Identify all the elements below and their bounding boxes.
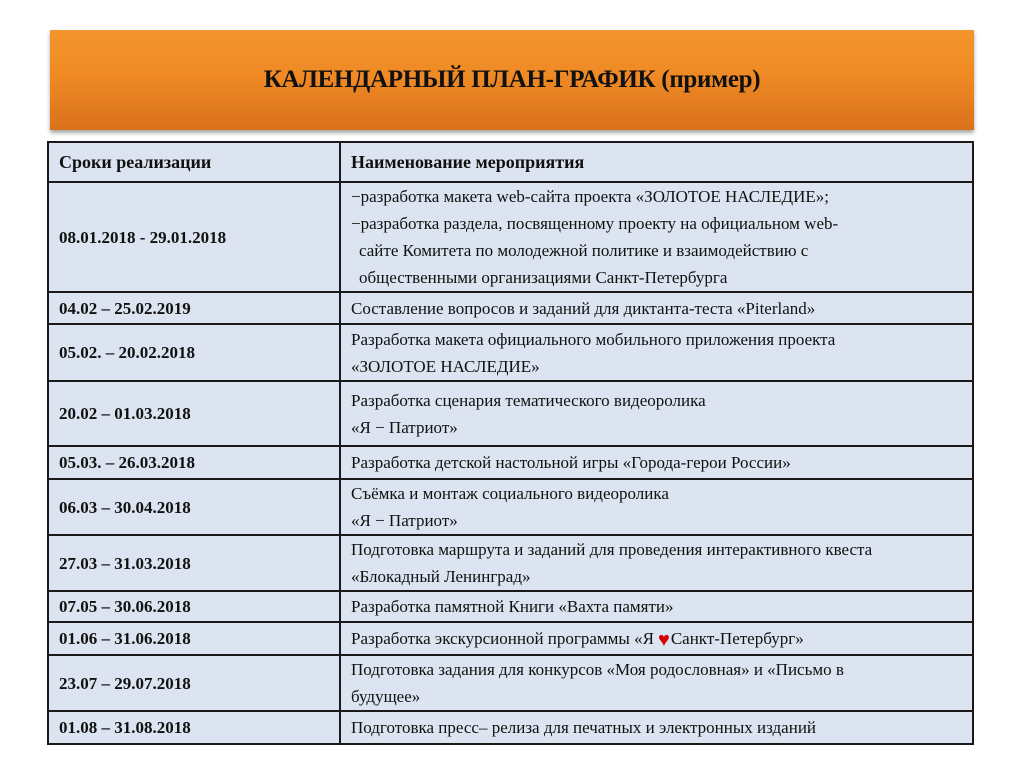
activity-line: сайте Комитета по молодежной политике и взаимодействию с xyxy=(359,241,809,260)
table-header-row xyxy=(48,142,973,182)
table-row xyxy=(48,655,973,711)
table-row xyxy=(48,711,973,744)
row-date: 27.03 – 31.03.2018 xyxy=(48,535,340,591)
row-date: 05.02. – 20.02.2018 xyxy=(48,324,340,381)
header-dates: Сроки реализации xyxy=(48,142,340,182)
row-date: 01.08 – 31.08.2018 xyxy=(48,711,340,744)
row-date: 05.03. – 26.03.2018 xyxy=(48,446,340,479)
activity-line: Разработка макета официального мобильного приложения проекта xyxy=(351,329,836,349)
row-activity xyxy=(340,655,973,711)
row-date: 06.03 – 30.04.2018 xyxy=(48,479,340,535)
activity-text-start: Разработка экскурсионной программы «Я xyxy=(351,629,654,648)
header-activity: Наименование мероприятия xyxy=(340,142,973,182)
activity-line: будущее» xyxy=(351,687,421,706)
heart-icon: ♥ xyxy=(657,629,670,651)
row-date: 20.02 – 01.03.2018 xyxy=(48,381,340,446)
page-title xyxy=(264,66,761,94)
row-activity xyxy=(340,479,973,535)
activity-line: Подготовка задания для конкурсов «Моя родословная» и «Письмо в xyxy=(351,660,844,679)
activity-line: «Я − Патриот» xyxy=(351,511,458,530)
row-date: 23.07 – 29.07.2018 xyxy=(48,655,340,711)
title-sub: (пример) xyxy=(661,66,761,93)
row-activity xyxy=(340,622,973,655)
table-row xyxy=(48,535,973,591)
row-activity: Разработка памятной Книги «Вахта памяти» xyxy=(340,591,973,622)
table-row xyxy=(48,622,973,655)
row-date: 07.05 – 30.06.2018 xyxy=(48,591,340,622)
table-row xyxy=(48,182,973,292)
activity-line: Съёмка и монтаж социального видеоролика xyxy=(351,484,669,503)
activity-line: −разработка макета web-сайта проекта «ЗОЛОТОЕ НАСЛЕДИЕ»; xyxy=(351,187,830,206)
table-row xyxy=(48,324,973,381)
row-activity xyxy=(340,324,973,381)
row-date: 08.01.2018 - 29.01.2018 xyxy=(48,182,340,292)
activity-line: общественными организациями Санкт-Петербурга xyxy=(359,268,728,287)
activity-line: Разработка сценария тематического видеоролика xyxy=(351,390,706,410)
activity-line: Подготовка маршрута и заданий для проведения интерактивного квеста xyxy=(351,540,873,559)
table-row xyxy=(48,591,973,622)
row-activity xyxy=(340,535,973,591)
row-activity xyxy=(340,182,973,292)
row-date: 04.02 – 25.02.2019 xyxy=(48,292,340,324)
table-row xyxy=(48,292,973,324)
row-activity xyxy=(340,381,973,446)
schedule-table xyxy=(47,141,974,745)
table-row xyxy=(48,381,973,446)
activity-line: −разработка раздела, посвященному проекту на официальном web- xyxy=(351,214,839,233)
row-activity: Составление вопросов и заданий для диктанта-теста «Piterland» xyxy=(340,292,973,324)
activity-line: «Блокадный Ленинград» xyxy=(351,567,531,586)
row-activity: Подготовка пресс– релиза для печатных и электронных изданий xyxy=(340,711,973,744)
row-date: 01.06 – 31.06.2018 xyxy=(48,622,340,655)
title-banner xyxy=(50,30,974,130)
table-row xyxy=(48,479,973,535)
activity-line: «ЗОЛОТОЕ НАСЛЕДИЕ» xyxy=(351,356,540,376)
title-main: КАЛЕНДАРНЫЙ ПЛАН-ГРАФИК xyxy=(263,66,656,93)
activity-line: «Я − Патриот» xyxy=(351,417,458,437)
activity-text-end: Санкт-Петербург» xyxy=(670,629,804,648)
table-row xyxy=(48,446,973,479)
row-activity: Разработка детской настольной игры «Города-герои России» xyxy=(340,446,973,479)
